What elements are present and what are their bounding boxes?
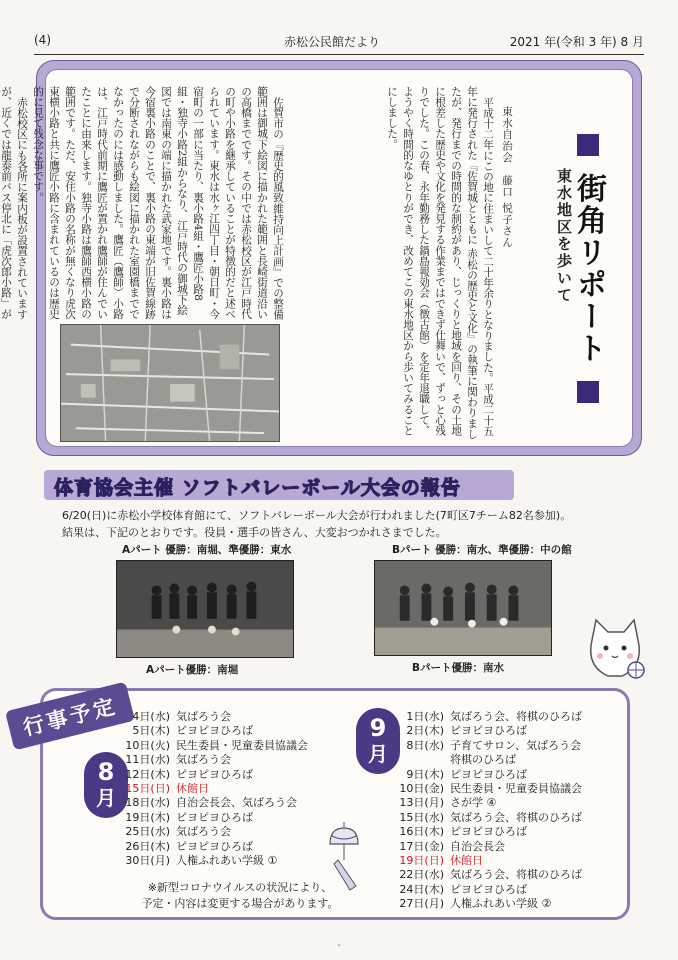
event-date: 9日(木) — [406, 767, 444, 781]
event-date: 22日(水) — [399, 868, 444, 882]
event-row — [118, 753, 338, 767]
event-date: 15日(水) — [399, 810, 444, 824]
report-body-upper — [286, 86, 496, 446]
events-banner-text: 行事予定 — [20, 693, 120, 741]
event-row — [392, 868, 622, 882]
event-row — [392, 811, 622, 825]
event-title: 民生委員・児童委員協議会 — [176, 738, 308, 752]
event-row — [118, 710, 338, 724]
september-month-number: 9 — [369, 714, 387, 742]
event-title: 気ばろう会、将棋のひろば — [450, 868, 582, 882]
event-title: 子育てサロン、気ばろう会 — [450, 738, 582, 752]
page-number: (4) — [34, 33, 51, 47]
event-row — [118, 782, 338, 796]
event-date: 10日(金) — [399, 781, 444, 795]
event-row — [392, 710, 622, 724]
cat-mascot-icon — [582, 610, 648, 686]
event-row — [118, 854, 338, 868]
newsletter-name: 赤松公民館だより — [284, 35, 381, 49]
event-title: 自治会長会、気ばろう会 — [176, 796, 297, 810]
event-title: 気ばろう会 — [176, 825, 231, 839]
report-body-lower — [0, 86, 286, 322]
part-a-caption: Aパート優勝：南堀 — [146, 664, 239, 676]
event-row — [392, 825, 622, 839]
events-note — [110, 880, 370, 912]
event-row — [118, 739, 338, 753]
event-title: ピヨピヨひろば — [450, 882, 527, 896]
street-report-inner — [0, 69, 633, 447]
event-title: ピヨピヨひろば — [450, 825, 527, 839]
event-row — [118, 724, 338, 738]
event-date: 2日(木) — [406, 724, 444, 738]
footer-mark: - — [337, 940, 341, 951]
event-date: 13日(月) — [399, 796, 444, 810]
event-title: 休館日 — [176, 781, 209, 795]
event-date: 15日(日) — [125, 781, 170, 795]
event-date: 19日(日) — [399, 853, 444, 867]
event-row — [392, 897, 622, 911]
title-square-icon — [577, 381, 599, 403]
event-row — [392, 753, 622, 767]
event-title: 休館日 — [450, 853, 483, 867]
event-date: 11日(水) — [125, 753, 170, 767]
event-title: ピヨピヨひろば — [176, 767, 253, 781]
event-date: 25日(水) — [125, 825, 170, 839]
event-title: ピヨピヨひろば — [176, 724, 253, 738]
sports-report-title-bar — [44, 470, 514, 500]
report-subtitle: 東水地区を歩いて — [555, 168, 573, 304]
sports-report-title: 体育協会主催 ソフトバレーボール大会の報告 — [54, 477, 461, 499]
header-rule — [34, 54, 644, 55]
event-title: 気ばろう会 — [176, 710, 231, 723]
part-b-team-photo — [374, 560, 552, 656]
event-title: 気ばろう会、将棋のひろば — [450, 810, 582, 824]
event-row — [392, 854, 622, 868]
event-date: 24日(木) — [399, 882, 444, 896]
event-title: 民生委員・児童委員協議会 — [450, 781, 582, 795]
event-row — [118, 825, 338, 839]
sports-report-text — [62, 507, 622, 541]
event-row — [392, 840, 622, 854]
event-date: 16日(木) — [399, 825, 444, 839]
event-title: 人権ふれあい学級 ② — [450, 897, 552, 911]
title-square-icon — [577, 134, 599, 156]
event-title: 将棋のひろば — [450, 753, 516, 767]
historic-map-image — [60, 324, 280, 442]
event-date: 27日(月) — [399, 897, 444, 911]
events-note-line-1: ※新型コロナウイルスの状況により、 — [147, 881, 333, 894]
report-paragraph-3: 赤松校区にも各所に案内板が設置されていますが、近くでは龍泰前バス停北に「虎次郎小路」が — [0, 86, 28, 320]
event-date: 18日(水) — [125, 796, 170, 810]
events-note-line-2: 予定・内容は変更する場合があります。 — [141, 897, 339, 910]
report-title-area — [544, 130, 614, 430]
event-title: さが学 ④ — [450, 796, 497, 810]
september-event-list — [392, 710, 622, 911]
event-date: 26日(木) — [125, 839, 170, 853]
event-date: 19日(木) — [125, 810, 170, 824]
event-row — [118, 768, 338, 782]
part-b-caption: Bパート優勝：南水 — [412, 662, 505, 674]
issue-date: 2021 年(令和 3 年) 8 月 — [509, 35, 644, 49]
event-row — [118, 796, 338, 810]
part-a-result: Aパート 優勝：南堀、準優勝：東水 — [122, 544, 292, 556]
august-event-list — [118, 710, 338, 868]
event-title: 気ばろう会 — [176, 753, 231, 767]
event-title: ピヨピヨひろば — [176, 810, 253, 824]
event-row — [118, 811, 338, 825]
page-header — [34, 33, 644, 53]
event-row — [392, 796, 622, 810]
event-date: 17日(金) — [399, 839, 444, 853]
event-row — [392, 768, 622, 782]
event-title: 自治会長会 — [450, 839, 505, 853]
event-date: 5日(木) — [132, 724, 170, 738]
event-row — [392, 724, 622, 738]
part-a-team-photo — [116, 560, 294, 658]
event-date: 30日(月) — [125, 853, 170, 867]
sports-line-1: 6/20(日)に赤松小学校体育館にて、ソフトバレーボール大会が行われました(7町区7チーム82名参加)。 — [62, 509, 572, 522]
event-title: 気ばろう会、将棋のひろば — [450, 710, 582, 723]
event-date: 8日(水) — [406, 738, 444, 752]
event-row — [392, 782, 622, 796]
september-month-unit: 月 — [368, 742, 388, 766]
report-author: 東水自治会 藤口 悦子さん — [501, 106, 513, 249]
sports-line-2: 結果は、下記のとおりです。役員・選手の皆さん、大変おつかれさまでした。 — [62, 526, 447, 539]
street-report-box — [0, 60, 642, 456]
event-row — [392, 883, 622, 897]
part-b-result: Bパート 優勝：南水、準優勝：中の館 — [392, 544, 572, 556]
event-row — [118, 840, 338, 854]
event-date: 12日(木) — [125, 767, 170, 781]
event-date: 4日(水) — [132, 710, 170, 723]
event-date: 10日(火) — [125, 738, 170, 752]
august-month-unit: 月 — [96, 786, 116, 810]
event-title: ピヨピヨひろば — [450, 724, 527, 738]
event-title: 人権ふれあい学級 ① — [176, 853, 278, 867]
august-month-number: 8 — [97, 758, 115, 786]
event-row — [392, 739, 622, 753]
report-paragraph-2: 佐賀市の『歴史的風致維持向上計画』での整備範囲は御城下絵図に描かれた範囲と長崎街道沿いの高橋までです。その中では赤松校区が江戸時代の町や小路を継承していることが特徴的だと述べられています。東水は水ヶ江四丁目・朝日町・今宿町の一部に当たり、裏小路4組・鷹匠小路8組・独寺小路2組からなり、江戸時代の御城下絵図では南東の端に描かれた武家地です。裏小路は今宿裏小路のことで、裏小路の東端が旧佐賀線跡で分断されながらも絵図に描かれた室園橋まででなかったのには感動しました。鷹匠（鷹師）小路は、江戸時代前期に鷹匠が置かれ鷹師が住んでいたことに由来します。独寺小路は鷹師西横小路の範囲です。ただ、安住小路の名称が無くなり虎次東横小路と共に鷹匠小路に含まれているのは歴史的に見て残念な事です。 — [32, 86, 284, 320]
report-paragraph-1: 平成十二年にこの地に住まいして二十年余りとなりました。平成二十五年に発行された『佐賀城とともに 赤松の歴史と文化』の執筆に関わりましたが、発行までの時間的な制約があり、じっくりと地域を回り、その土地に根差した歴史や文化を発見する作業まではできず仕舞いで、ずっと心残りでした。この春、永年勤務した鍋島報効会（徴古館）を定年退職して、ようやく時間的なゆとりができ、改めてこの東水地区から歩いてみることにしました。 — [386, 86, 494, 440]
event-title: ピヨピヨひろば — [450, 767, 527, 781]
event-date: 1日(水) — [406, 710, 444, 723]
report-title-text: 街角リポート — [571, 172, 606, 365]
event-title: ピヨピヨひろば — [176, 839, 253, 853]
